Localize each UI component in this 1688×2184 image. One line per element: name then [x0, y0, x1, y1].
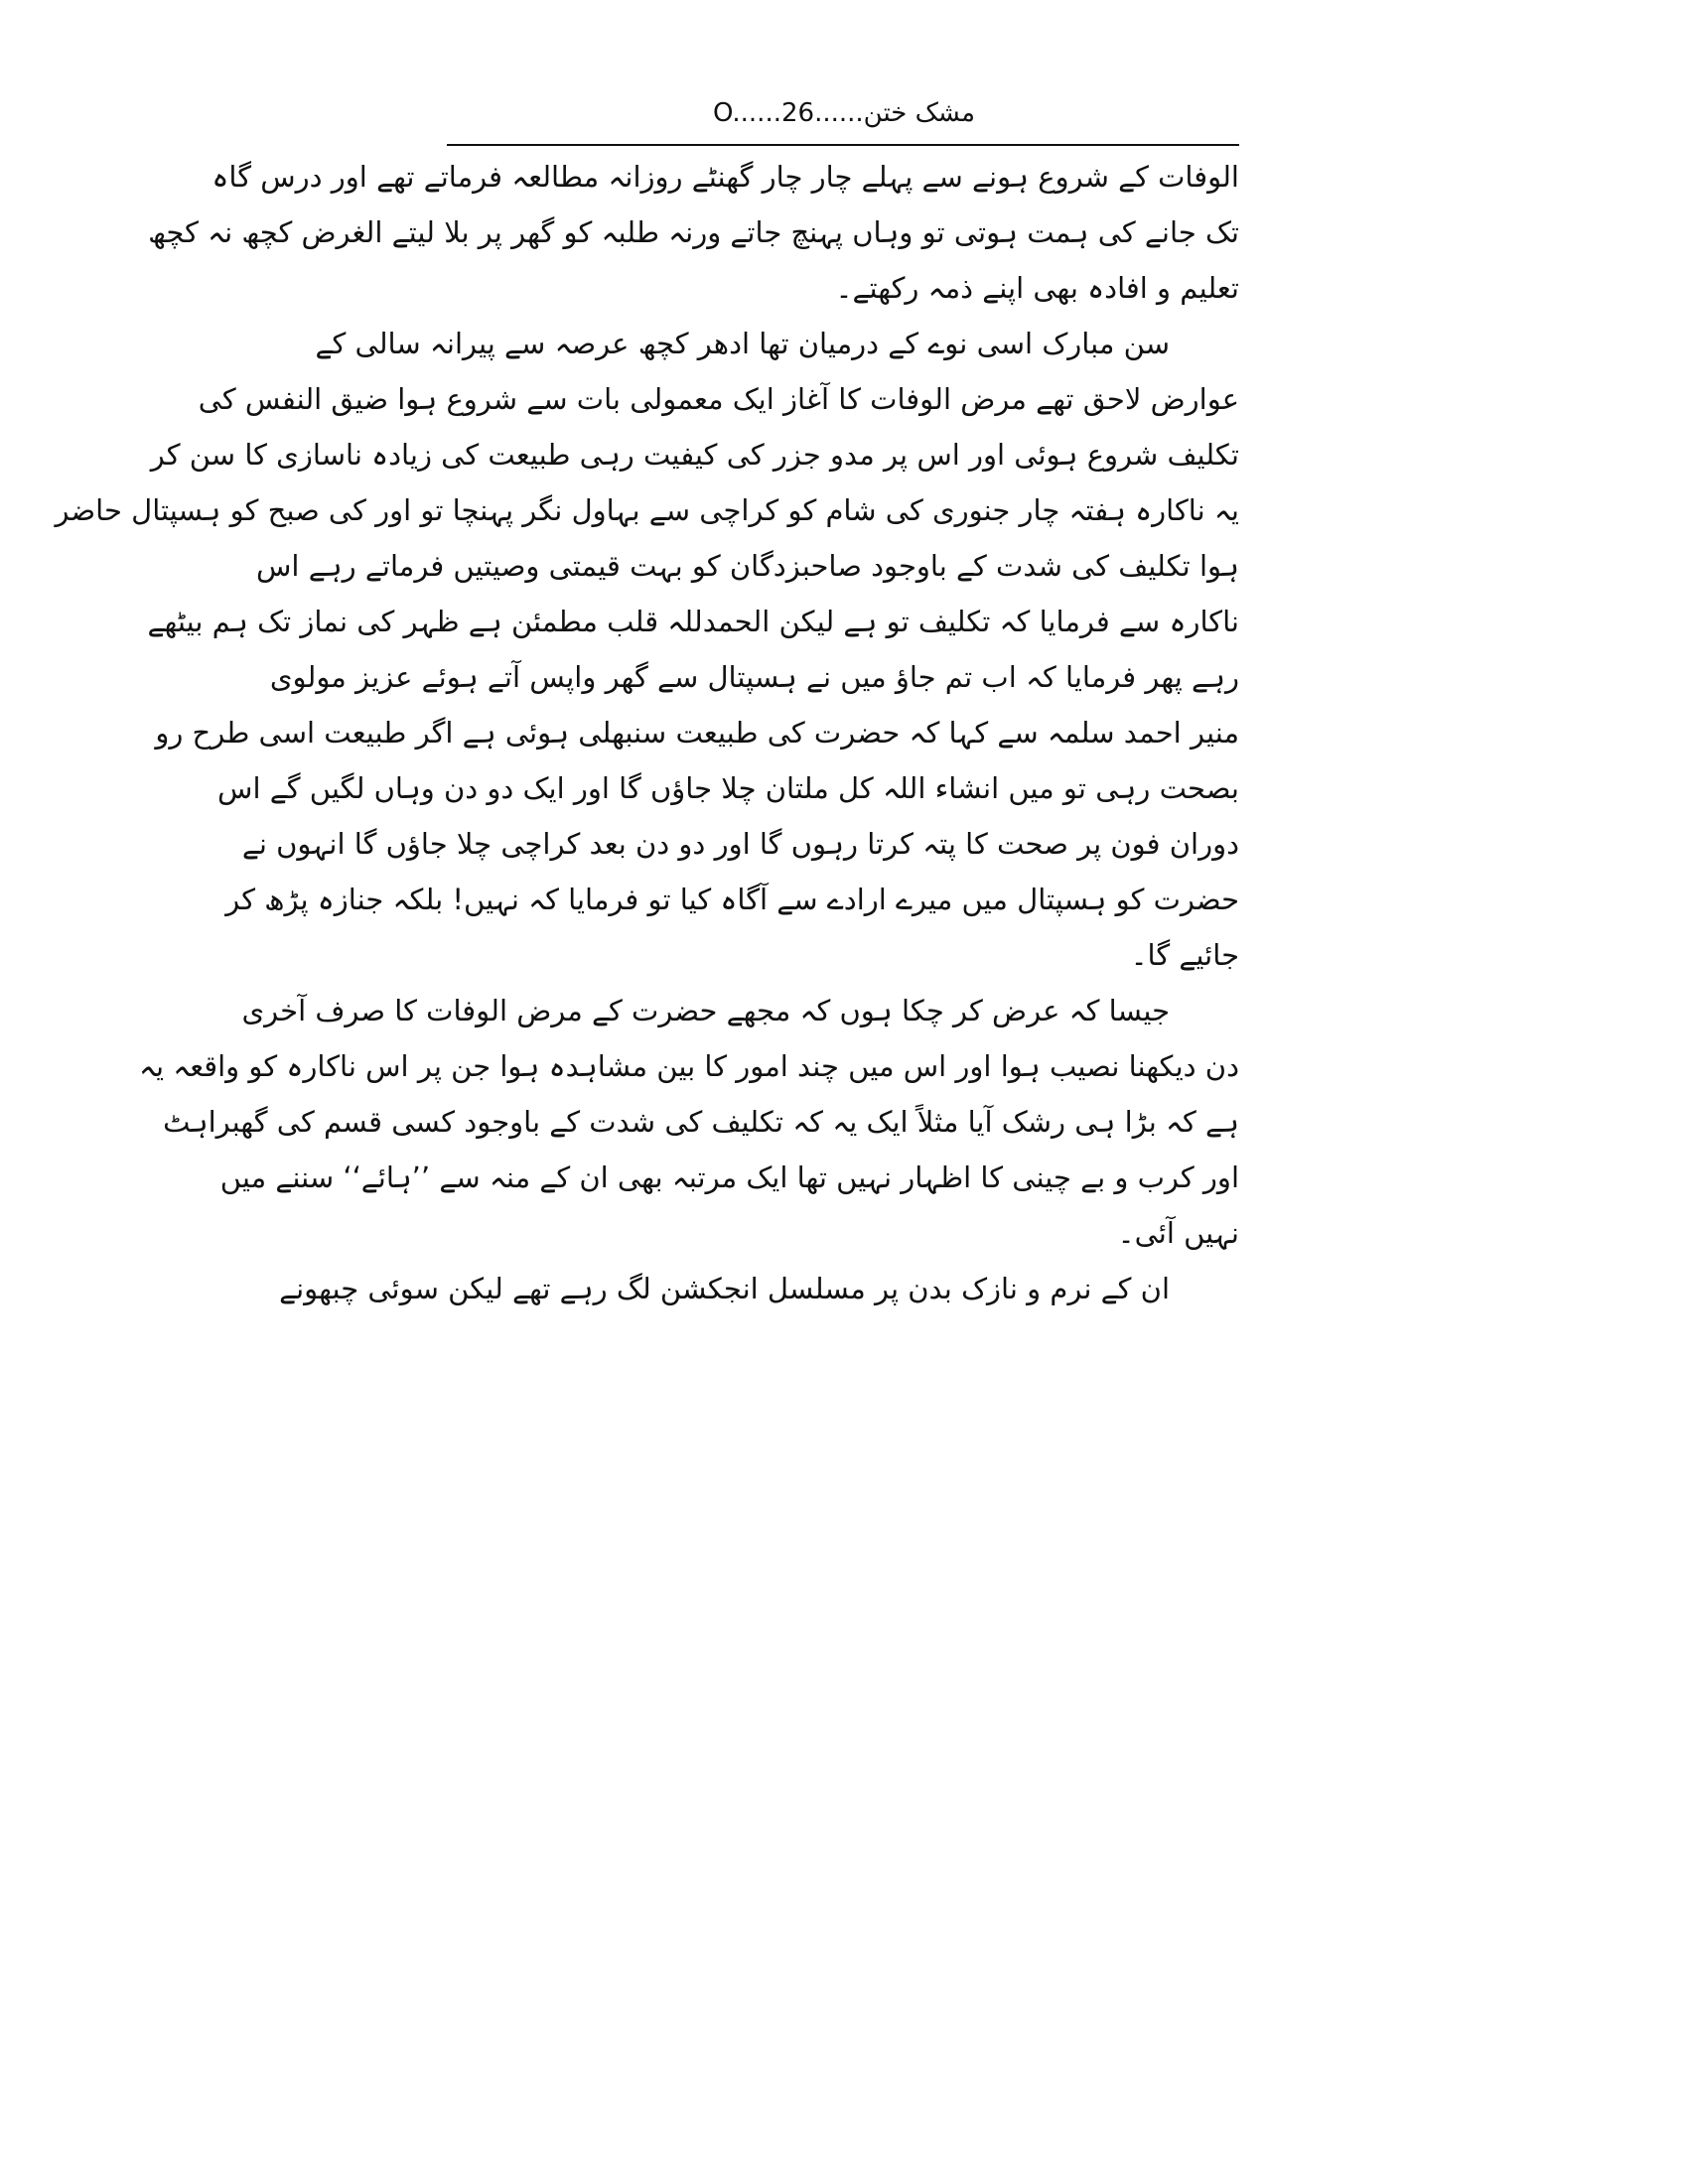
text-line: ناکارہ سے فرمایا کہ تکلیف تو ہے لیکن الحمدللہ قلب مطمئن ہے ظہر کی نماز تک ہم بیٹھے [147, 605, 1239, 638]
text-line: دن دیکھنا نصیب ہوا اور اس میں چند امور کا بین مشاہدہ ہوا جن پر اس ناکارہ کو واقعہ یہ [138, 1049, 1239, 1083]
text-line: اور کرب و بے چینی کا اظہار نہیں تھا ایک مرتبہ بھی ان کے منہ سے ’’ہائے‘‘ سننے میں [219, 1160, 1239, 1194]
text-line: ہے کہ بڑا ہی رشک آیا مثلاً ایک یہ کہ تکلیف کی شدت کے باوجود کسی قسم کی گھبراہٹ [163, 1105, 1239, 1139]
text-line: دوران فون پر صحت کا پتہ کرتا رہوں گا اور دو دن بعد کراچی چلا جاؤں گا انہوں نے [241, 827, 1239, 861]
text-line: منیر احمد سلمہ سے کہا کہ حضرت کی طبیعت سنبھلی ہوئی ہے اگر طبیعت اسی طرح رو [155, 716, 1239, 750]
header-rule [447, 144, 1239, 146]
text-line: حضرت کو ہسپتال میں میرے ارادے سے آگاہ کیا تو فرمایا کہ نہیں! بلکہ جنازہ پڑھ کر [225, 883, 1239, 916]
page-body [55, 149, 1239, 1316]
paragraph-3 [138, 983, 1239, 1261]
text-line: رہے پھر فرمایا کہ اب تم جاؤ میں نے ہسپتال سے گھر واپس آتے ہوئے عزیز مولوی [269, 660, 1239, 694]
text-line: ہوا تکلیف کی شدت کے باوجود صاحبزدگان کو بہت قیمتی وصیتیں فرماتے رہے اس [256, 549, 1239, 583]
text-line: الوفات کے شروع ہونے سے پہلے چار چار گھنٹے روزانہ مطالعہ فرماتے تھے اور درس گاہ [211, 160, 1239, 194]
text-line: تک جانے کی ہمت ہوتی تو وہاں پہنچ جاتے ورنہ طلبہ کو گھر پر بلا لیتے الغرض کچھ نہ کچھ [148, 215, 1239, 249]
text-line: یہ ناکارہ ہفتہ چار جنوری کی شام کو کراچی سے بہاول نگر پہنچا تو اور کی صبح کو ہسپتال حاضر [55, 493, 1239, 527]
running-title: مشک ختن......O......26 [712, 98, 976, 128]
text-line: نہیں آئی۔ [1117, 1216, 1239, 1250]
text-line: بصحت رہی تو میں انشاء اللہ کل ملتان چلا جاؤں گا اور ایک دو دن وہاں لگیں گے اس [217, 771, 1239, 805]
text-line: ان کے نرم و نازک بدن پر مسلسل انجکشن لگ رہے تھے لیکن سوئی چبھونے [279, 1272, 1170, 1305]
paragraph-2 [55, 316, 1239, 983]
text-line: عوارض لاحق تھے مرض الوفات کا آغاز ایک معمولی بات سے شروع ہوا ضیق النفس کی [198, 382, 1239, 416]
text-line: جائیے گا۔ [1130, 938, 1239, 972]
running-header [447, 95, 1241, 131]
text-line: تکلیف شروع ہوئی اور اس پر مدو جزر کی کیفیت رہی طبیعت کی زیادہ ناسازی کا سن کر [150, 438, 1239, 472]
text-line: تعلیم و افادہ بھی اپنے ذمہ رکھتے۔ [835, 271, 1239, 305]
text-line: سن مبارک اسی نوے کے درمیان تھا ادھر کچھ عرصہ سے پیرانہ سالی کے [315, 327, 1170, 360]
text-line: جیسا کہ عرض کر چکا ہوں کہ مجھے حضرت کے مرض الوفات کا صرف آخری [241, 994, 1170, 1027]
paragraph-1 [148, 149, 1239, 316]
paragraph-4 [279, 1261, 1239, 1316]
